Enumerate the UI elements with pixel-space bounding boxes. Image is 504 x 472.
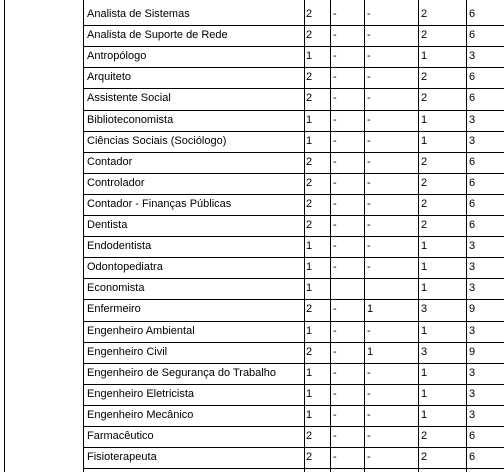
cargo-cell: Controlador	[87, 176, 145, 189]
cargo-cell: Ciências Sociais (Sociólogo)	[87, 134, 227, 147]
count-cell-4: 2	[421, 176, 428, 189]
count-cell-1: 2	[306, 155, 313, 168]
count-cell-3: -	[367, 50, 371, 63]
count-cell-3: -	[367, 8, 371, 20]
count-cell-3: -	[367, 92, 371, 105]
count-cell-3: -	[367, 387, 371, 400]
total-cell: 6	[469, 197, 476, 210]
total-cell: 3	[469, 261, 476, 274]
total-cell: 3	[469, 324, 476, 337]
count-cell-4: 2	[421, 29, 428, 42]
cargo-cell: Engenheiro Ambiental	[87, 324, 195, 337]
cargo-cell: Analista de Sistemas	[87, 8, 190, 20]
count-cell-4: 1	[421, 282, 428, 295]
count-cell-4: 3	[421, 345, 428, 358]
column-rule	[4, 0, 5, 472]
count-cell-4: 1	[421, 134, 428, 147]
cargo-cell: Engenheiro Eletricista	[87, 387, 195, 400]
count-cell-1: 1	[306, 366, 313, 379]
count-cell-2: -	[333, 134, 337, 147]
cargo-cell: Engenheiro de Segurança do Trabalho	[87, 366, 276, 379]
count-cell-4: 1	[421, 240, 428, 253]
count-cell-4: 2	[421, 197, 428, 210]
total-cell: 3	[469, 134, 476, 147]
total-cell: 3	[469, 282, 476, 295]
count-cell-3: 1	[367, 303, 374, 316]
count-cell-1: 2	[306, 451, 313, 464]
count-cell-4: 2	[421, 451, 428, 464]
count-cell-2: -	[333, 408, 337, 421]
total-cell: 6	[469, 8, 476, 20]
count-cell-1: 1	[306, 261, 313, 274]
count-cell-3: -	[367, 240, 371, 253]
count-cell-1: 2	[306, 92, 313, 105]
total-cell: 6	[469, 430, 476, 442]
count-cell-1: 1	[306, 240, 313, 253]
cargo-cell: Odontopediatra	[87, 261, 163, 274]
count-cell-3: 1	[367, 345, 374, 358]
total-cell: 6	[469, 155, 476, 168]
total-cell: 9	[469, 345, 476, 358]
cargo-cell: Dentista	[87, 219, 128, 231]
count-cell-1: 2	[306, 29, 313, 42]
cargo-cell: Contador	[87, 155, 133, 168]
count-cell-2: -	[333, 451, 337, 464]
cargo-cell: Engenheiro Mecânico	[87, 408, 194, 421]
total-cell: 3	[469, 387, 476, 400]
total-cell: 3	[469, 113, 476, 126]
total-cell: 3	[469, 408, 476, 421]
row-rule	[83, 215, 504, 216]
cargo-cell: Enfermeiro	[87, 303, 141, 316]
count-cell-3: -	[367, 451, 371, 464]
total-cell: 6	[469, 176, 476, 189]
count-cell-4: 2	[421, 155, 428, 168]
count-cell-1: 1	[306, 282, 313, 295]
total-cell: 3	[469, 50, 476, 63]
cargo-cell: Arquiteto	[87, 71, 132, 84]
count-cell-2: -	[333, 29, 337, 42]
count-cell-4: 1	[421, 113, 428, 126]
count-cell-2: -	[333, 92, 337, 105]
total-cell: 6	[469, 92, 476, 105]
count-cell-3: -	[367, 113, 371, 126]
count-cell-3: -	[367, 430, 371, 442]
row-rule	[83, 173, 504, 174]
cargo-cell: Engenheiro Civil	[87, 345, 168, 358]
count-cell-1: 1	[306, 387, 313, 400]
count-cell-3: -	[367, 134, 371, 147]
count-cell-4: 2	[421, 92, 428, 105]
count-cell-4: 2	[421, 71, 428, 84]
count-cell-4: 1	[421, 387, 428, 400]
count-cell-4: 1	[421, 50, 428, 63]
count-cell-1: 1	[306, 50, 313, 63]
count-cell-2: -	[333, 219, 337, 231]
row-rule	[83, 278, 504, 279]
count-cell-2: -	[333, 71, 337, 84]
count-cell-4: 1	[421, 324, 428, 337]
count-cell-2: -	[333, 387, 337, 400]
count-cell-4: 2	[421, 219, 428, 231]
row-rule	[83, 299, 504, 300]
row-rule	[83, 67, 504, 68]
count-cell-3: -	[367, 261, 371, 274]
cargo-cell: Contador - Finanças Públicas	[87, 197, 232, 210]
count-cell-1: 2	[306, 303, 313, 316]
count-cell-1: 2	[306, 430, 313, 442]
count-cell-3: -	[367, 29, 371, 42]
count-cell-2: -	[333, 324, 337, 337]
count-cell-2: -	[333, 197, 337, 210]
cargo-cell: Farmacêutico	[87, 430, 154, 442]
count-cell-2: -	[333, 345, 337, 358]
count-cell-3: -	[367, 408, 371, 421]
count-cell-1: 1	[306, 113, 313, 126]
cargo-cell: Analista de Suporte de Rede	[87, 29, 228, 42]
row-rule	[83, 152, 504, 153]
count-cell-2: -	[333, 240, 337, 253]
count-cell-4: 1	[421, 366, 428, 379]
cargo-cell: Fisioterapeuta	[87, 451, 157, 464]
count-cell-3: -	[367, 197, 371, 210]
count-cell-2: -	[333, 50, 337, 63]
count-cell-2: -	[333, 113, 337, 126]
total-cell: 6	[469, 451, 476, 464]
total-cell: 6	[469, 219, 476, 231]
total-cell: 3	[469, 366, 476, 379]
count-cell-1: 1	[306, 408, 313, 421]
total-cell: 3	[469, 240, 476, 253]
cargo-cell: Endodentista	[87, 240, 152, 253]
count-cell-1: 1	[306, 324, 313, 337]
count-cell-4: 1	[421, 261, 428, 274]
row-rule	[83, 468, 504, 469]
count-cell-3: -	[367, 324, 371, 337]
count-cell-4: 1	[421, 408, 428, 421]
count-cell-3: -	[367, 71, 371, 84]
count-cell-2: -	[333, 176, 337, 189]
count-cell-3: -	[367, 219, 371, 231]
total-cell: 9	[469, 303, 476, 316]
cargo-cell: Biblioteconomista	[87, 113, 174, 126]
count-cell-4: 2	[421, 8, 428, 20]
count-cell-3: -	[367, 366, 371, 379]
count-cell-1: 2	[306, 197, 313, 210]
count-cell-1: 2	[306, 345, 313, 358]
count-cell-2: -	[333, 155, 337, 168]
count-cell-1: 2	[306, 71, 313, 84]
count-cell-2: -	[333, 430, 337, 442]
total-cell: 6	[469, 71, 476, 84]
count-cell-3: -	[367, 155, 371, 168]
count-cell-4: 2	[421, 430, 428, 442]
cargo-cell: Assistente Social	[87, 92, 171, 105]
count-cell-1: 2	[306, 219, 313, 231]
count-cell-2: -	[333, 8, 337, 20]
cargo-cell: Antropólogo	[87, 50, 147, 63]
count-cell-2: -	[333, 366, 337, 379]
count-cell-1: 1	[306, 134, 313, 147]
total-cell: 6	[469, 29, 476, 42]
count-cell-2: -	[333, 261, 337, 274]
count-cell-1: 2	[306, 176, 313, 189]
count-cell-1: 2	[306, 8, 313, 20]
count-cell-4: 3	[421, 303, 428, 316]
count-cell-3: -	[367, 176, 371, 189]
cargo-cell: Economista	[87, 282, 145, 295]
count-cell-2: -	[333, 303, 337, 316]
